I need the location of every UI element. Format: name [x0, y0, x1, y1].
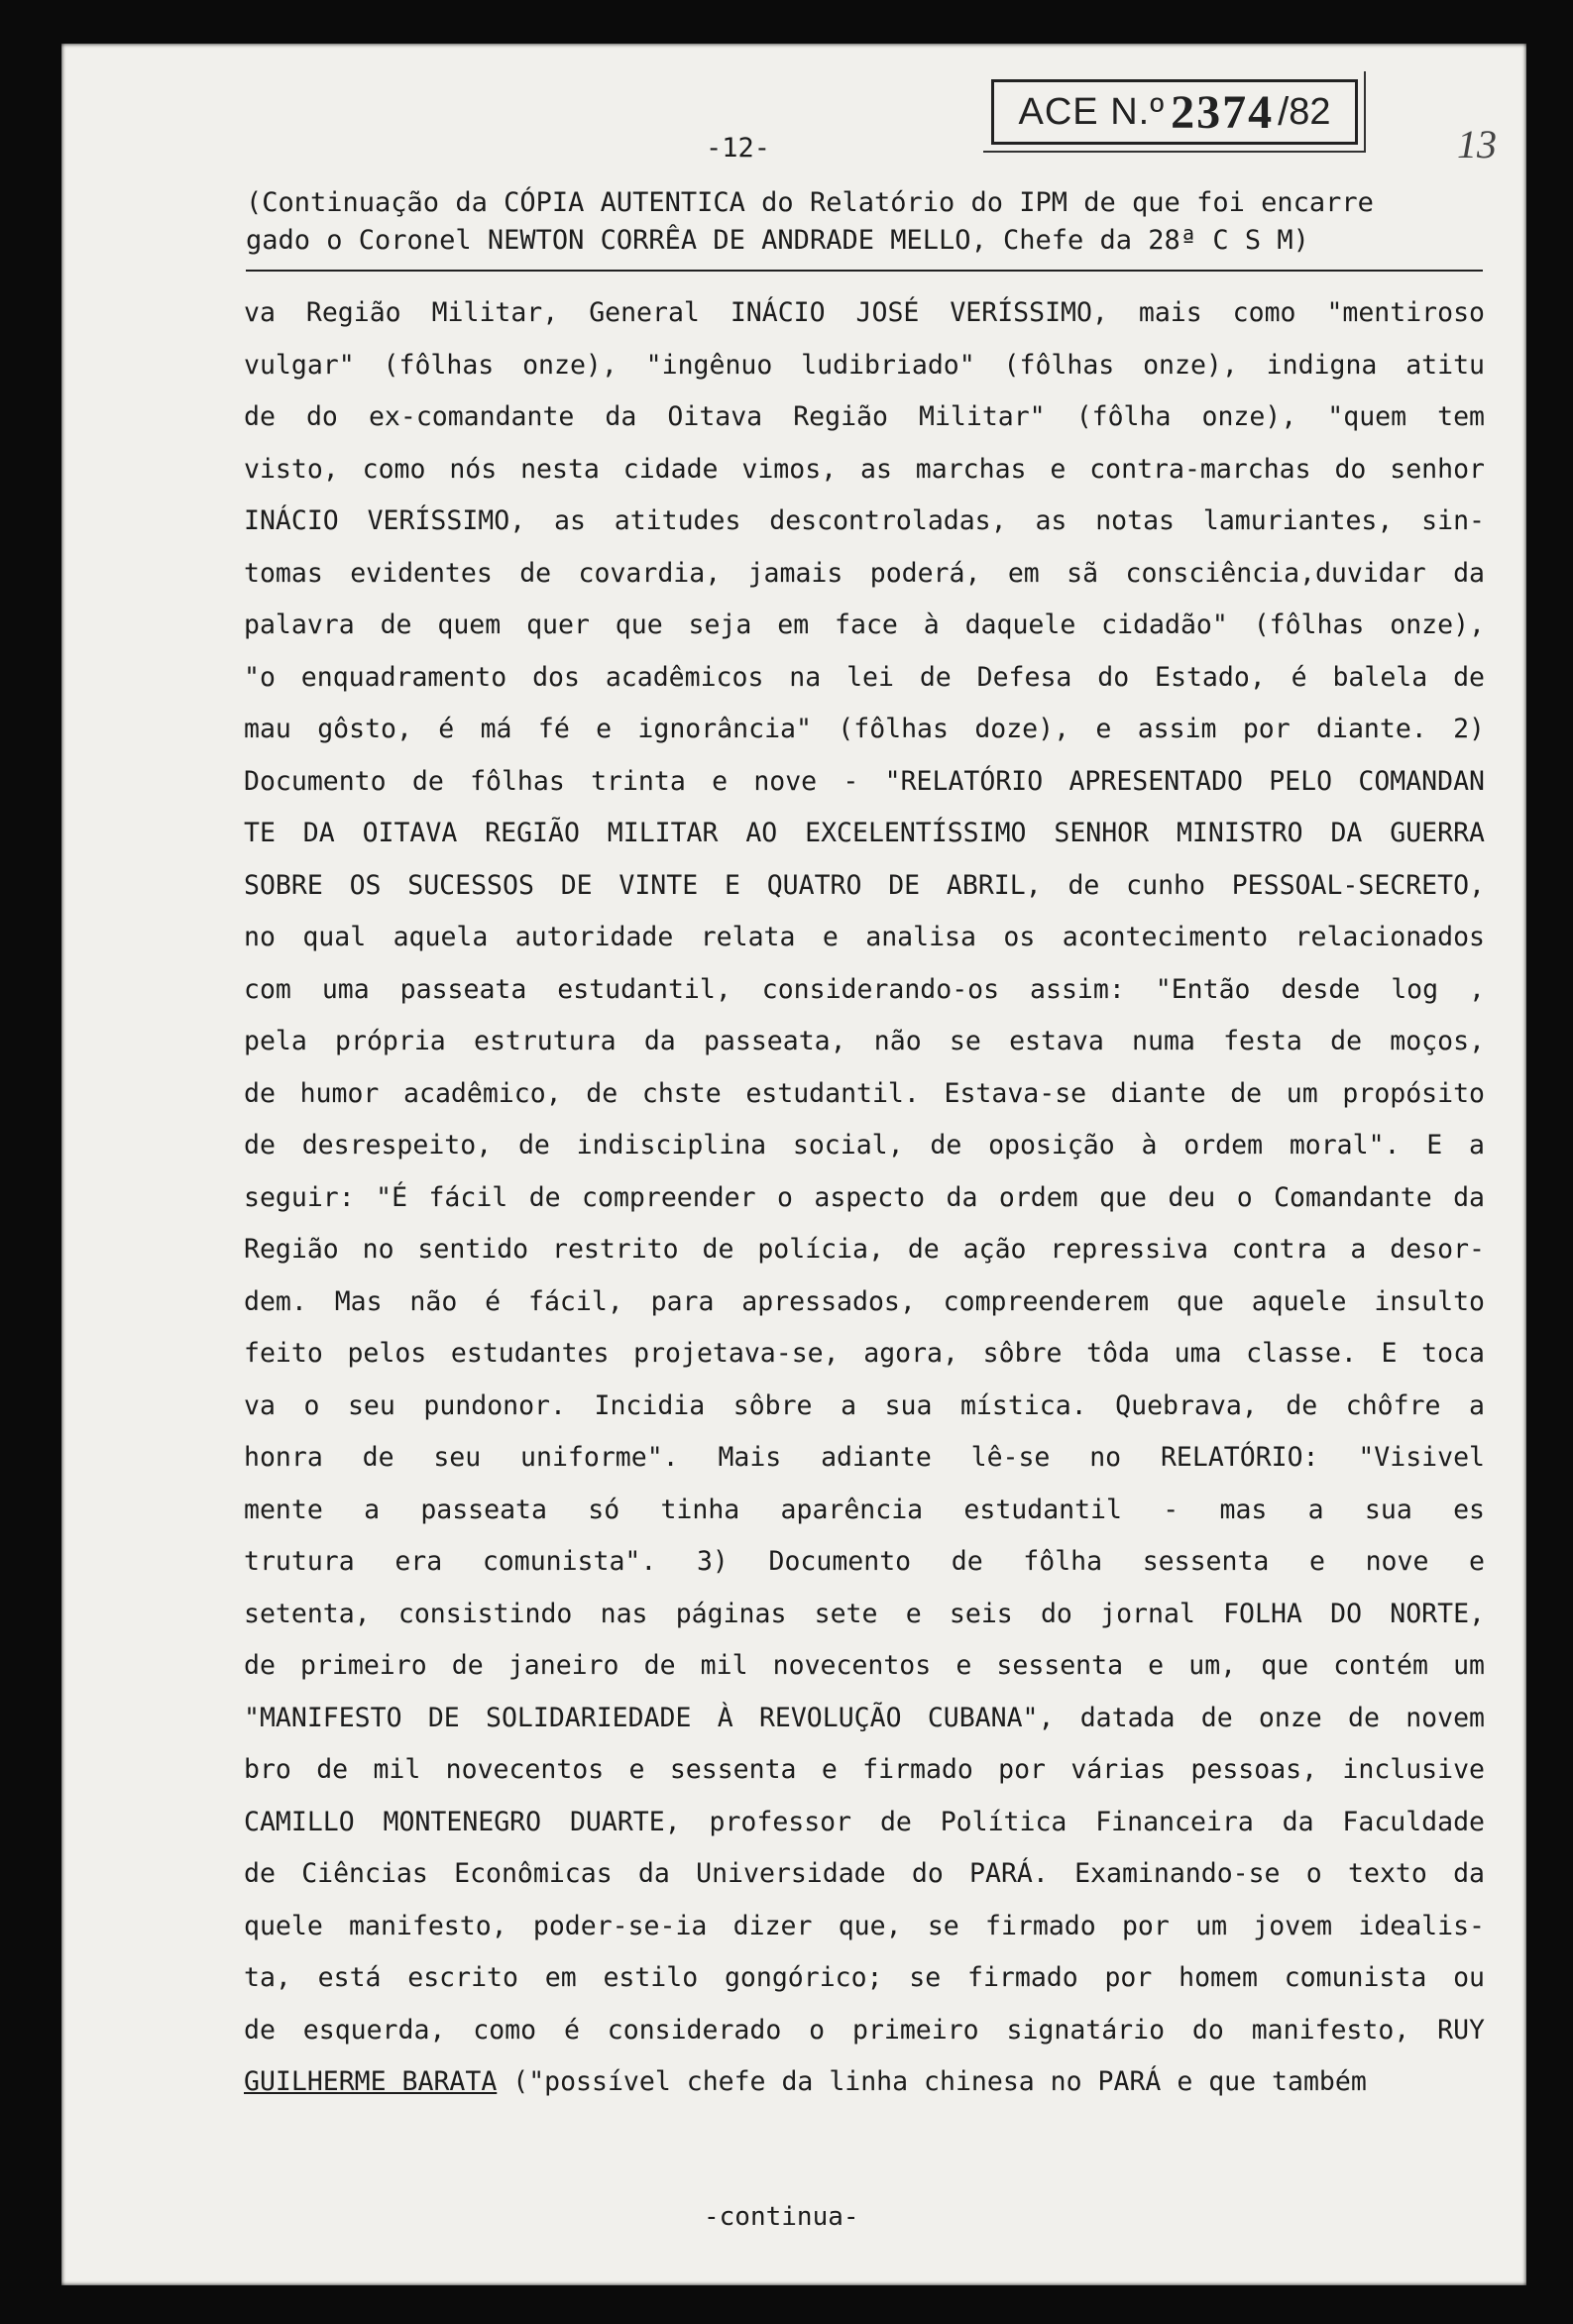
header-line-2: gado o Coronel NEWTON CORRÊA DE ANDRADE MELLO, Chefe da 28ª C S M)	[246, 225, 1309, 256]
body-line: SOBRE OS SUCESSOS DE VINTE E QUATRO DE ABRIL, de cunho PESSOAL-SECRETO,	[244, 869, 1485, 901]
continuation-marker: -continua-	[704, 2202, 859, 2232]
stamp-slash: /	[1278, 89, 1290, 134]
body-line: de Ciências Econômicas da Universidade do PARÁ. Examinando-se o texto da	[244, 1858, 1485, 1889]
body-line: vulgar" (fôlhas onze), "ingênuo ludibriado" (fôlhas onze), indigna atitu	[244, 349, 1485, 381]
body-line: va o seu pundonor. Incidia sôbre a sua mística. Quebrava, de chôfre a	[244, 1389, 1485, 1421]
body-line: pela própria estrutura da passeata, não se estava numa festa de moços,	[244, 1026, 1485, 1056]
header-line-1: (Continuação da CÓPIA AUTENTICA do Relatório do IPM de que foi encarre	[246, 187, 1374, 218]
body-line: dem. Mas não é fácil, para apressados, compreenderem que aquele insulto	[244, 1285, 1485, 1317]
ace-stamp	[991, 79, 1358, 145]
body-line: quele manifesto, poder-se-ia dizer que, se firmado por um jovem idealis-	[244, 1910, 1485, 1941]
header-divider	[246, 270, 1483, 272]
stamp-number: 2374	[1171, 85, 1275, 139]
body-line: visto, como nós nesta cidade vimos, as marchas e contra-marchas do senhor	[244, 453, 1485, 485]
body-line: no qual aquela autoridade relata e analisa os acontecimento relacionados	[244, 922, 1485, 952]
document-header	[246, 184, 1495, 260]
body-line: de primeiro de janeiro de mil novecentos e sessenta e um, que contém um	[244, 1650, 1485, 1681]
body-line: tomas evidentes de covardia, jamais poderá, em sã consciência,duvidar da	[244, 557, 1485, 589]
page-number: -12-	[706, 133, 771, 164]
body-line: com uma passeata estudantil, considerando-os assim: "Então desde log ,	[244, 973, 1485, 1005]
underlined-name: GUILHERME BARATA	[244, 2066, 498, 2097]
body-line: Região no sentido restrito de polícia, de ação repressiva contra a desor-	[244, 1234, 1485, 1265]
body-line: TE DA OITAVA REGIÃO MILITAR AO EXCELENTÍSSIMO SENHOR MINISTRO DA GUERRA	[244, 818, 1485, 848]
body-line: de desrespeito, de indisciplina social, de oposição à ordem moral". E a	[244, 1130, 1485, 1161]
body-line: "MANIFESTO DE SOLIDARIEDADE À REVOLUÇÃO CUBANA", datada de onze de novem	[244, 1702, 1485, 1733]
body-line: de humor acadêmico, de chste estudantil. Estava-se diante de um propósito	[244, 1077, 1485, 1109]
body-line	[244, 2056, 1485, 2109]
body-line: INÁCIO VERÍSSIMO, as atitudes descontroladas, as notas lamuriantes, sin-	[244, 505, 1485, 536]
body-line: ta, está escrito em estilo gongórico; se firmado por homem comunista ou	[244, 1962, 1485, 1993]
body-line: seguir: "É fácil de compreender o aspecto da ordem que deu o Comandante da	[244, 1181, 1485, 1213]
body-line: feito pelos estudantes projetava-se, agora, sôbre tôda uma classe. E toca	[244, 1338, 1485, 1369]
body-line: palavra de quem quer que seja em face à daquele cidadão" (fôlhas onze),	[244, 609, 1485, 640]
body-line: trutura era comunista". 3) Documento de fôlha sessenta e nove e	[244, 1546, 1485, 1577]
body-line: va Região Militar, General INÁCIO JOSÉ VERÍSSIMO, mais como "mentiroso	[244, 297, 1485, 328]
body-text	[244, 287, 1485, 2109]
body-line: CAMILLO MONTENEGRO DUARTE, professor de Política Financeira da Faculdade	[244, 1806, 1485, 1837]
body-line-rest: ("possível chefe da linha chinesa no PARÁ e que também	[497, 2066, 1367, 2097]
body-line: mau gôsto, é má fé e ignorância" (fôlhas doze), e assim por diante. 2)	[244, 714, 1485, 744]
handwritten-page-mark: 13	[1457, 122, 1497, 166]
body-line: Documento de fôlhas trinta e nove - "RELATÓRIO APRESENTADO PELO COMANDAN	[244, 765, 1485, 797]
body-line: mente a passeata só tinha aparência estudantil - mas a sua es	[244, 1494, 1485, 1525]
body-line: de do ex-comandante da Oitava Região Militar" (fôlha onze), "quem tem	[244, 401, 1485, 432]
stamp-year: 82	[1289, 90, 1331, 133]
body-line: bro de mil novecentos e sessenta e firmado por várias pessoas, inclusive	[244, 1754, 1485, 1785]
body-line: honra de seu uniforme". Mais adiante lê-se no RELATÓRIO: "Visivel	[244, 1442, 1485, 1473]
body-line: "o enquadramento dos acadêmicos na lei de Defesa do Estado, é balela de	[244, 661, 1485, 693]
body-line: de esquerda, como é considerado o primeiro signatário do manifesto, RUY	[244, 2014, 1485, 2046]
stamp-prefix: ACE N.º	[1018, 90, 1166, 133]
body-line: setenta, consistindo nas páginas sete e seis do jornal FOLHA DO NORTE,	[244, 1598, 1485, 1629]
